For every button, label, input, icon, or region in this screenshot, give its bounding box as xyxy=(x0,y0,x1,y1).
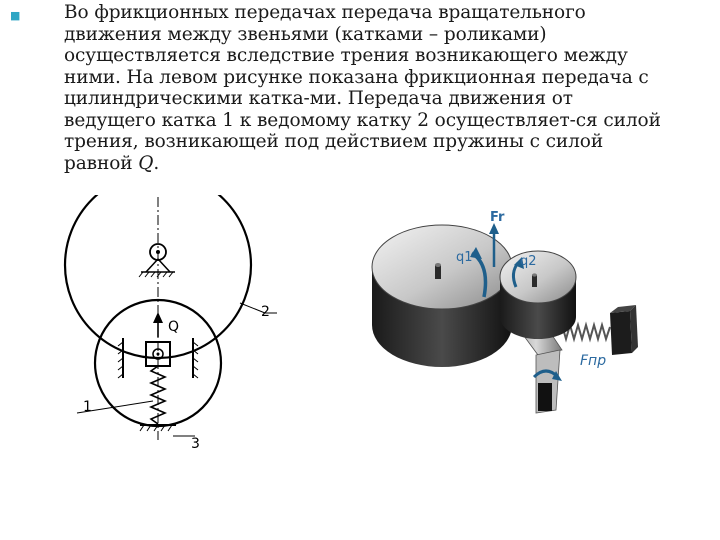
paragraph-line: осуществляется вследствие трения возникающего между xyxy=(64,45,628,66)
last-line-prefix: равной xyxy=(64,152,139,174)
bullet-icon: ■ xyxy=(10,9,21,22)
description-paragraph xyxy=(64,2,684,174)
label-3: 3 xyxy=(191,436,200,452)
large-drum xyxy=(372,225,512,367)
force-symbol: Q xyxy=(138,152,154,174)
friction-drive-3d-model xyxy=(360,205,660,425)
guide-right xyxy=(193,338,198,378)
paragraph-line: движения между звеньями (катками – роликами) xyxy=(64,23,547,45)
top-pivot-support xyxy=(139,244,175,277)
q2-label: q2 xyxy=(520,254,537,269)
friction-force-label: Fr xyxy=(490,210,505,225)
friction-drive-schematic xyxy=(55,195,295,455)
last-line-suffix: . xyxy=(153,152,160,174)
paragraph-last-line xyxy=(64,153,684,175)
small-drum xyxy=(500,251,576,339)
ground-base xyxy=(140,425,176,431)
guide-left xyxy=(118,338,123,378)
label-1: 1 xyxy=(83,399,92,415)
force-q-label: Q xyxy=(168,319,180,335)
label-2: 2 xyxy=(261,304,270,320)
spring-force-label: Fпр xyxy=(580,353,607,369)
paragraph-line: трения, возникающей под действием пружины с силой xyxy=(64,131,604,152)
paragraph-line: ведущего катка 1 к ведомому катку 2 осуществляет-ся силой xyxy=(64,109,661,131)
paragraph-line: Во фрикционных передачах передача вращательного xyxy=(64,2,586,23)
paragraph-line: цилиндрическими катка-ми. Передача движения от xyxy=(64,88,573,109)
paragraph-line: ними. На левом рисунке показана фрикционная передача с xyxy=(64,66,649,88)
q1-label: q1 xyxy=(456,250,473,265)
force-q-arrow xyxy=(153,312,163,337)
